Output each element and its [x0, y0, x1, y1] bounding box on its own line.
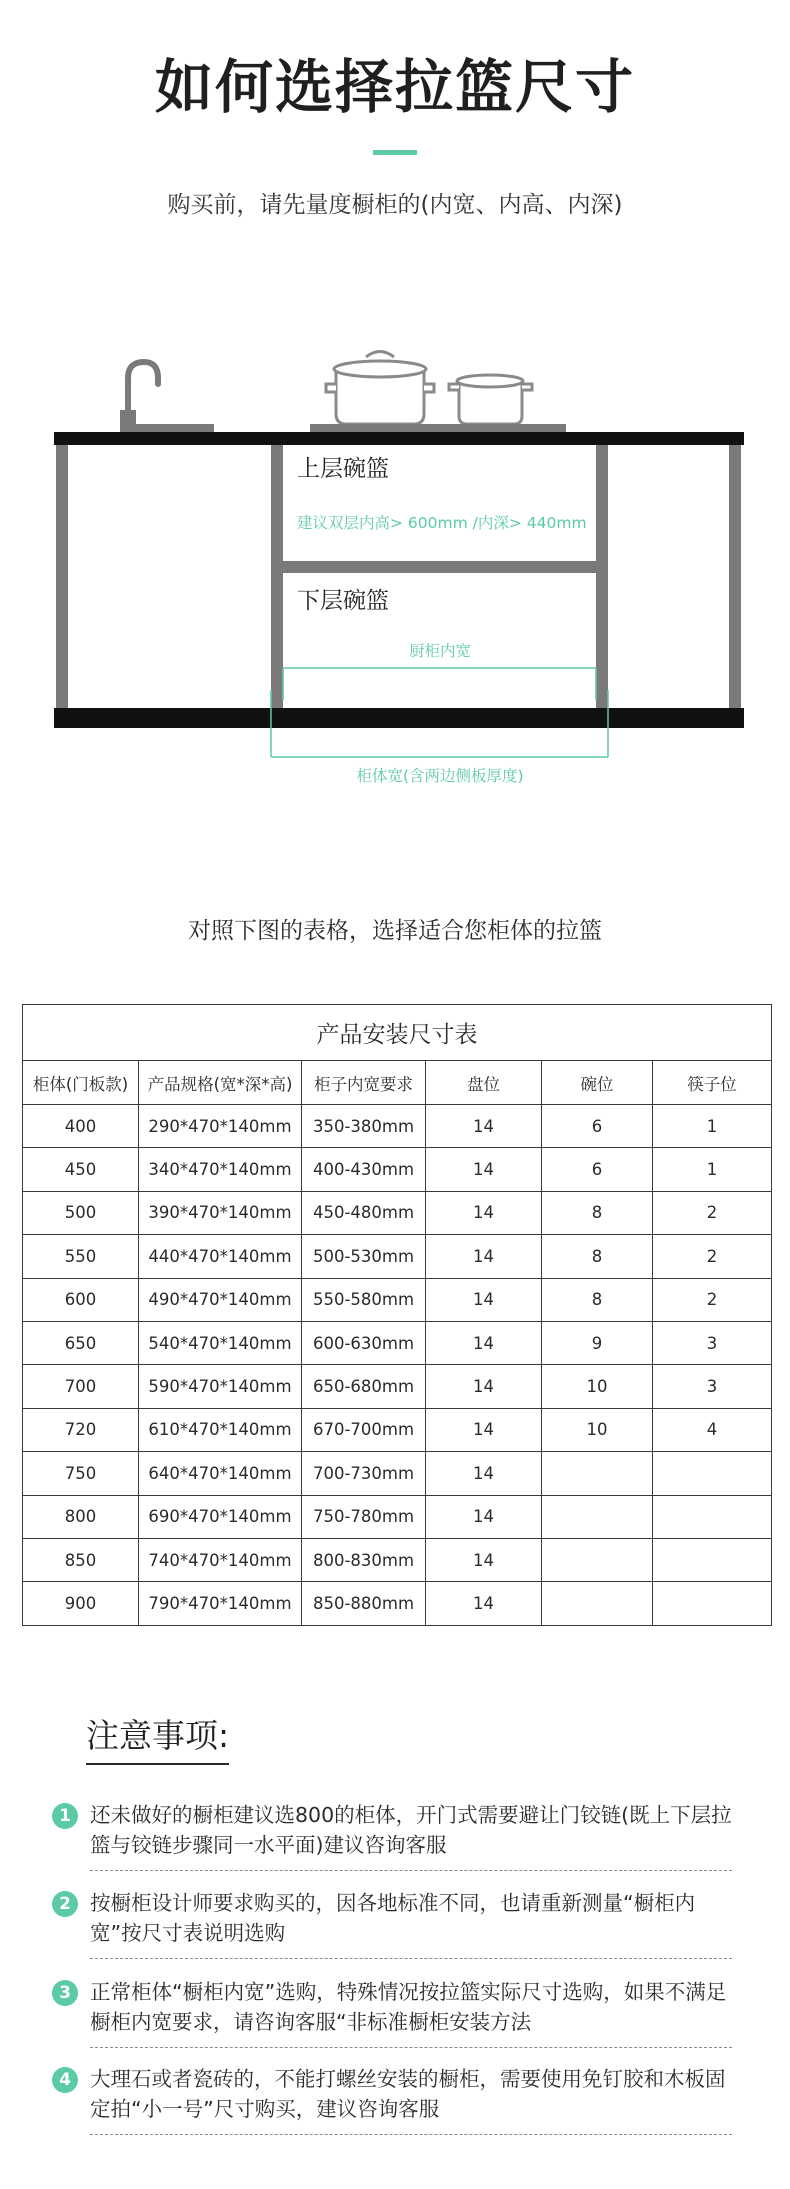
table-row: [23, 1365, 772, 1408]
table-cell: 8: [542, 1191, 653, 1234]
cabinet-base: [54, 708, 744, 728]
note-number-badge: 4: [52, 2067, 78, 2093]
table-header-spec: 产品规格(宽*深*高): [139, 1061, 302, 1105]
table-cell: 340*470*140mm: [139, 1148, 302, 1191]
table-cell: 10: [542, 1365, 653, 1408]
table-cell: 14: [426, 1582, 542, 1625]
table-cell: 14: [426, 1452, 542, 1495]
table-cell: 14: [426, 1105, 542, 1148]
table-cell: 8: [542, 1278, 653, 1321]
table-cell: 2: [653, 1278, 772, 1321]
table-cell: 10: [542, 1408, 653, 1451]
note-number-badge: 1: [52, 1803, 78, 1829]
table-cell: [653, 1495, 772, 1538]
table-cell: 800: [23, 1495, 139, 1538]
table-row: [23, 1148, 772, 1191]
note-text: 还未做好的橱柜建议选800的柜体，开门式需要避让门铰链(既上下层拉篮与铰链步骤同一水平面)建议咨询客服: [90, 1803, 732, 1857]
page-title: 如何选择拉篮尺寸: [154, 53, 635, 121]
table-cell: 790*470*140mm: [139, 1582, 302, 1625]
table-cell: [542, 1538, 653, 1581]
table-cell: 350-380mm: [302, 1105, 426, 1148]
table-cell: 390*470*140mm: [139, 1191, 302, 1234]
table-intro-text: 对照下图的表格，选择适合您柜体的拉篮: [188, 918, 602, 944]
table-header-chopsticks: 筷子位: [653, 1061, 772, 1105]
table-header-inner-width: 柜子内宽要求: [302, 1061, 426, 1105]
table-cell: 400: [23, 1105, 139, 1148]
stove-pots-icon: [326, 352, 532, 425]
note-divider: [90, 1870, 732, 1871]
table-row: [23, 1582, 772, 1625]
table-cell: 610*470*140mm: [139, 1408, 302, 1451]
note-item: [50, 1977, 732, 2037]
table-row: [23, 1495, 772, 1538]
table-cell: [542, 1495, 653, 1538]
table-row: [23, 1538, 772, 1581]
table-cell: 850: [23, 1538, 139, 1581]
table-cell: 650-680mm: [302, 1365, 426, 1408]
table-cell: [653, 1452, 772, 1495]
upper-basket-hint: 建议双层内高> 600mm /内深> 440mm: [297, 514, 587, 532]
size-spec-table: [22, 1004, 772, 1626]
table-cell: 690*470*140mm: [139, 1495, 302, 1538]
table-cell: 900: [23, 1582, 139, 1625]
table-cell: 590*470*140mm: [139, 1365, 302, 1408]
table-cell: 500: [23, 1191, 139, 1234]
table-header-plates: 盘位: [426, 1061, 542, 1105]
table-cell: 3: [653, 1365, 772, 1408]
table-cell: 550-580mm: [302, 1278, 426, 1321]
table-cell: 14: [426, 1538, 542, 1581]
table-cell: 1: [653, 1105, 772, 1148]
table-row: [23, 1278, 772, 1321]
table-cell: 750-780mm: [302, 1495, 426, 1538]
lower-basket-label: 下层碗篮: [297, 588, 389, 614]
table-cell: 14: [426, 1148, 542, 1191]
table-cell: [653, 1582, 772, 1625]
notes-title: 注意事项:: [86, 1710, 229, 1765]
table-cell: 850-880mm: [302, 1582, 426, 1625]
table-cell: 14: [426, 1235, 542, 1278]
table-cell: 640*470*140mm: [139, 1452, 302, 1495]
table-cell: 2: [653, 1191, 772, 1234]
table-cell: 800-830mm: [302, 1538, 426, 1581]
table-row: [23, 1105, 772, 1148]
table-cell: 540*470*140mm: [139, 1321, 302, 1364]
table-header-cabinet: 柜体(门板款): [23, 1061, 139, 1105]
note-divider: [90, 2047, 732, 2048]
table-cell: 440*470*140mm: [139, 1235, 302, 1278]
inner-width-label: 厨柜内宽: [408, 642, 472, 660]
table-cell: 2: [653, 1235, 772, 1278]
table-cell: 290*470*140mm: [139, 1105, 302, 1148]
table-cell: 6: [542, 1148, 653, 1191]
table-cell: 14: [426, 1191, 542, 1234]
table-caption: 产品安装尺寸表: [23, 1005, 772, 1061]
table-cell: 740*470*140mm: [139, 1538, 302, 1581]
countertop: [54, 432, 744, 445]
table-cell: 750: [23, 1452, 139, 1495]
note-item: [50, 2064, 732, 2124]
faucet-icon: [120, 362, 158, 424]
table-cell: 650: [23, 1321, 139, 1364]
table-cell: 720: [23, 1408, 139, 1451]
note-divider: [90, 1958, 732, 1959]
table-cell: [542, 1452, 653, 1495]
table-cell: 700-730mm: [302, 1452, 426, 1495]
table-cell: 14: [426, 1408, 542, 1451]
table-cell: 450: [23, 1148, 139, 1191]
table-cell: 14: [426, 1365, 542, 1408]
table-row: [23, 1408, 772, 1451]
note-text: 大理石或者瓷砖的，不能打螺丝安装的橱柜，需要使用免钉胶和木板固定拍“小一号”尺寸购买，建议咨询客服: [90, 2067, 726, 2121]
table-row: [23, 1452, 772, 1495]
table-cell: 8: [542, 1235, 653, 1278]
table-cell: 670-700mm: [302, 1408, 426, 1451]
table-cell: [653, 1538, 772, 1581]
title-accent-divider: [373, 150, 417, 155]
table-cell: 490*470*140mm: [139, 1278, 302, 1321]
table-row: [23, 1321, 772, 1364]
note-text: 按橱柜设计师要求购买的，因各地标准不同，也请重新测量“橱柜内宽”按尺寸表说明选购: [90, 1891, 696, 1945]
table-cell: [542, 1582, 653, 1625]
inner-width-dimension: [283, 668, 596, 700]
upper-basket-label: 上层碗篮: [297, 456, 389, 482]
note-divider: [90, 2134, 732, 2135]
table-cell: 600: [23, 1278, 139, 1321]
table-cell: 1: [653, 1148, 772, 1191]
table-cell: 500-530mm: [302, 1235, 426, 1278]
table-cell: 550: [23, 1235, 139, 1278]
cabinet-diagram: [0, 330, 790, 810]
table-cell: 600-630mm: [302, 1321, 426, 1364]
table-cell: 6: [542, 1105, 653, 1148]
note-item: [50, 1888, 732, 1948]
table-cell: 9: [542, 1321, 653, 1364]
table-row: [23, 1191, 772, 1234]
note-item: [50, 1800, 732, 1860]
table-cell: 400-430mm: [302, 1148, 426, 1191]
note-number-badge: 3: [52, 1980, 78, 2006]
table-cell: 14: [426, 1278, 542, 1321]
table-header-bowls: 碗位: [542, 1061, 653, 1105]
sink-slab: [120, 424, 214, 432]
note-number-badge: 2: [52, 1891, 78, 1917]
table-cell: 14: [426, 1321, 542, 1364]
table-cell: 700: [23, 1365, 139, 1408]
table-cell: 4: [653, 1408, 772, 1451]
note-text: 正常柜体“橱柜内宽”选购，特殊情况按拉篮实际尺寸选购，如果不满足橱柜内宽要求，请咨询客服“非标准橱柜安装方法: [90, 1980, 727, 2034]
table-cell: 3: [653, 1321, 772, 1364]
table-cell: 14: [426, 1495, 542, 1538]
table-row: [23, 1235, 772, 1278]
table-cell: 450-480mm: [302, 1191, 426, 1234]
page-subtitle: 购买前，请先量度橱柜的(内宽、内高、内深): [167, 192, 623, 218]
body-width-label: 柜体宽(含两边侧板厚度): [356, 767, 524, 785]
